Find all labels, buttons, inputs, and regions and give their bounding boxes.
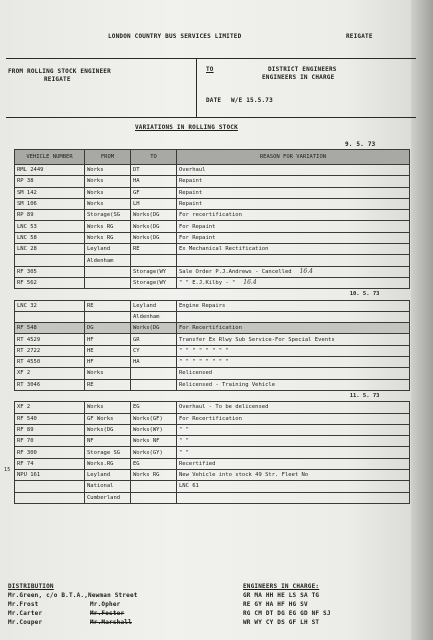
cell-to: Storage(WY [131,277,177,288]
cell-to: EG [131,458,177,469]
engineers-row-2: RG CM DT DG EG GD NF SJ [243,610,331,617]
cell-to [131,390,177,401]
table-row [15,323,410,334]
cell-from: GF Works [85,413,131,424]
cell-reason [177,492,410,503]
cell-from: Works(DG [85,424,131,435]
table-row [15,424,410,435]
table-row [15,436,410,447]
table-row [15,481,410,492]
cell-to [131,481,177,492]
cell-vehicle: RF 89 [15,424,85,435]
cell-to: LH [131,198,177,209]
cell-vehicle: RML 2449 [15,165,85,176]
from-line1: FROM ROLLING STOCK ENGINEER [8,68,111,75]
table-row [15,221,410,232]
cell-to: Works(GY) [131,447,177,458]
cell-reason [177,413,410,424]
cell-reason [177,176,410,187]
date-label: DATE [206,97,222,104]
cell-to [131,289,177,300]
reason-text: For Repaint [179,234,216,241]
table-row [15,357,410,368]
reason-text: " " " " " " " " [179,359,229,366]
cell-to: RE [131,244,177,255]
distribution-name-right-1: Mr.Foster [90,610,125,617]
cell-vehicle [15,311,85,322]
cell-from: Leyland [85,470,131,481]
cell-to: Storage(WY [131,266,177,277]
table-row [15,266,410,277]
cell-reason [177,255,410,266]
col-from: FROM [85,150,131,165]
cell-vehicle: RT 4529 [15,334,85,345]
cell-vehicle: RF 540 [15,413,85,424]
to-label: TO [206,66,214,73]
location: REIGATE [346,33,373,40]
cell-to [131,379,177,390]
cell-vehicle: RF 562 [15,277,85,288]
table-row [15,289,410,300]
reason-text: Transfer Ex Rlwy Sub Service-For Special Events [179,336,335,343]
table-header-row [15,150,410,165]
cell-to [131,255,177,266]
cell-from [85,390,131,401]
cell-vehicle: LNC 28 [15,244,85,255]
cell-reason [177,187,410,198]
table-row [15,311,410,322]
to-line1: DISTRICT ENGINEERS [268,66,337,73]
cell-from: DG [85,323,131,334]
header-divider [196,58,197,117]
first-date-stamp: 9. 5. 73 [345,141,376,148]
date-value: W/E 15.5.73 [231,97,273,104]
engineers-row-3: WR WY CY DS GF LH ST [243,619,320,626]
handwritten-note: 16.4 [243,279,257,287]
cell-reason [177,289,410,300]
reason-text: " " [179,449,189,456]
reason-text: Repaint [179,189,203,196]
cell-reason [177,368,410,379]
reason-text: Overhaul - To be delicensed [179,404,269,411]
cell-to: Works(WY) [131,424,177,435]
table-row [15,413,410,424]
margin-note: 15 [4,467,11,473]
cell-reason [177,458,410,469]
cell-reason [177,390,410,401]
cell-reason [177,470,410,481]
table-row [15,244,410,255]
reason-text: Recertified [179,460,216,467]
cell-reason [177,311,410,322]
reason-text: Relicensed - Training Vehicle [179,381,276,388]
cell-from: HF [85,334,131,345]
from-line2: REIGATE [44,76,71,83]
table-row [15,232,410,243]
cell-to: HA [131,357,177,368]
reason-text: " " E.J.Kilby - " [179,280,236,287]
date-stamp: 11. 5. 73 [349,393,380,400]
cell-to: Aldenham [131,311,177,322]
cell-to: EG [131,402,177,413]
reason-text: Sale Order P.J.Andrews - Cancelled [179,268,292,275]
cell-from: NF [85,436,131,447]
table-row [15,300,410,311]
cell-from: Storage SG [85,447,131,458]
cell-vehicle: RF 305 [15,266,85,277]
cell-reason [177,165,410,176]
cell-from: Storage(SG [85,210,131,221]
cell-vehicle [15,255,85,266]
distribution-name-right-0: Mr.Opher [90,601,121,608]
cell-from: Works RG [85,232,131,243]
cell-reason [177,357,410,368]
cell-vehicle: LNC 32 [15,300,85,311]
cell-vehicle: RP 38 [15,176,85,187]
cell-from: Works [85,402,131,413]
cell-vehicle: NPU 161 [15,470,85,481]
cell-from [85,266,131,277]
distribution-name-right-2: Mr.Marshall [90,619,132,626]
table-row [15,334,410,345]
distribution-name-2: Mr.Carter [8,610,43,617]
cell-vehicle [15,289,85,300]
cell-reason [177,198,410,209]
reason-text: Relicensed [179,370,213,377]
reason-text: Repaint [179,178,203,185]
company-name: LONDON COUNTRY BUS SERVICES LIMITED [108,33,242,40]
table-row [15,277,410,288]
cell-to: Works(DG [131,210,177,221]
reason-text: LNC 61 [179,483,199,490]
cell-vehicle: RF 74 [15,458,85,469]
cell-vehicle: RF 300 [15,447,85,458]
engineers-row-1: RE GY HA HF HG SV [243,601,308,608]
cell-from [85,311,131,322]
reason-text: Ex Mechanical Rectification [179,246,269,253]
cell-reason [177,244,410,255]
cell-from: HF [85,357,131,368]
table-row [15,255,410,266]
cell-to: GF [131,187,177,198]
cell-to: Works(DG [131,221,177,232]
cell-vehicle: LNC 53 [15,221,85,232]
cell-vehicle: RT 2722 [15,345,85,356]
header-rule-top [6,58,416,59]
cell-vehicle: RP 89 [15,210,85,221]
cell-from: Works RG [85,221,131,232]
cell-reason [177,447,410,458]
cell-reason [177,266,410,277]
cell-vehicle: LNC 58 [15,232,85,243]
cell-vehicle [15,481,85,492]
to-line2: ENGINEERS IN CHARGE [262,74,335,81]
engineers-label: ENGINEERS IN CHARGE: [243,583,320,590]
handwritten-note: 16.4 [299,267,313,275]
cell-from: Leyland [85,244,131,255]
table-row [15,198,410,209]
reason-text: " " [179,426,189,433]
cell-to: Works(GF) [131,413,177,424]
table-row [15,165,410,176]
table-row [15,447,410,458]
table-row [15,368,410,379]
reason-text: " " " " " " " " [179,347,229,354]
cell-reason [177,402,410,413]
cell-reason [177,277,410,288]
table-row [15,470,410,481]
col-vehicle-number: VEHICLE NUMBER [15,150,85,165]
cell-from: RE [85,300,131,311]
reason-text: Repaint [179,201,203,208]
cell-vehicle: XF 2 [15,368,85,379]
scan-edge-shadow [411,0,433,640]
distribution-name-0: Mr.Green, c/o B.T.A.,Newman Street [8,592,138,599]
cell-reason [177,334,410,345]
reason-text: Engine Repairs [179,302,226,309]
cell-reason [177,436,410,447]
cell-vehicle: RT 3046 [15,379,85,390]
table-row [15,176,410,187]
engineers-row-0: GR MA HH HE LS SA TG [243,592,320,599]
cell-to: CY [131,345,177,356]
reason-text: For Recertification [179,325,242,332]
table-row [15,210,410,221]
cell-from: Works [85,176,131,187]
reason-text: For Recertification [179,415,242,422]
cell-vehicle: XF 2 [15,402,85,413]
cell-reason [177,345,410,356]
reason-text: For recertification [179,212,242,219]
cell-from [85,289,131,300]
distribution-label: DISTRIBUTION [8,583,54,590]
table-row [15,390,410,401]
col-reason: REASON FOR VARIATION [177,150,410,165]
cell-vehicle: RF 70 [15,436,85,447]
cell-reason [177,323,410,334]
cell-to: GR [131,334,177,345]
cell-vehicle: RT 4550 [15,357,85,368]
table-row [15,402,410,413]
cell-from: HE [85,345,131,356]
cell-from: Works [85,198,131,209]
col-to: TO [131,150,177,165]
cell-reason [177,481,410,492]
cell-to: Works(DG [131,323,177,334]
cell-from: Cumberland [85,492,131,503]
header-rule-bottom [6,117,416,118]
cell-from: Works.RG [85,458,131,469]
cell-vehicle: SM 106 [15,198,85,209]
cell-to: HA [131,176,177,187]
cell-to: Works NF [131,436,177,447]
cell-to: Leyland [131,300,177,311]
distribution-name-1: Mr.Frost [8,601,39,608]
table-row [15,458,410,469]
cell-reason [177,300,410,311]
cell-reason [177,210,410,221]
cell-reason [177,232,410,243]
cell-to: Works(DG [131,232,177,243]
table-row [15,492,410,503]
cell-vehicle [15,390,85,401]
cell-from [85,277,131,288]
table-row [15,345,410,356]
cell-reason [177,221,410,232]
cell-from: National [85,481,131,492]
cell-to: Works RG [131,470,177,481]
reason-text: For Repaint [179,223,216,230]
cell-reason [177,379,410,390]
cell-to [131,492,177,503]
cell-to [131,368,177,379]
cell-to: DT [131,165,177,176]
cell-from: Aldenham [85,255,131,266]
distribution-name-3: Mr.Couper [8,619,43,626]
variations-table [14,149,410,504]
date-stamp: 10. 5. 73 [349,291,380,298]
cell-vehicle: RF 548 [15,323,85,334]
cell-from: RE [85,379,131,390]
cell-from: Works [85,368,131,379]
table-row [15,187,410,198]
cell-from: Works [85,187,131,198]
cell-from: Works [85,165,131,176]
reason-text: New Vehicle into stock 49 Str. Fleet No [179,472,309,479]
table-row [15,379,410,390]
cell-vehicle: SM 142 [15,187,85,198]
cell-reason [177,424,410,435]
reason-text: Overhaul [179,167,206,174]
reason-text: " " [179,438,189,445]
document-title: VARIATIONS IN ROLLING STOCK [135,124,238,131]
cell-vehicle [15,492,85,503]
